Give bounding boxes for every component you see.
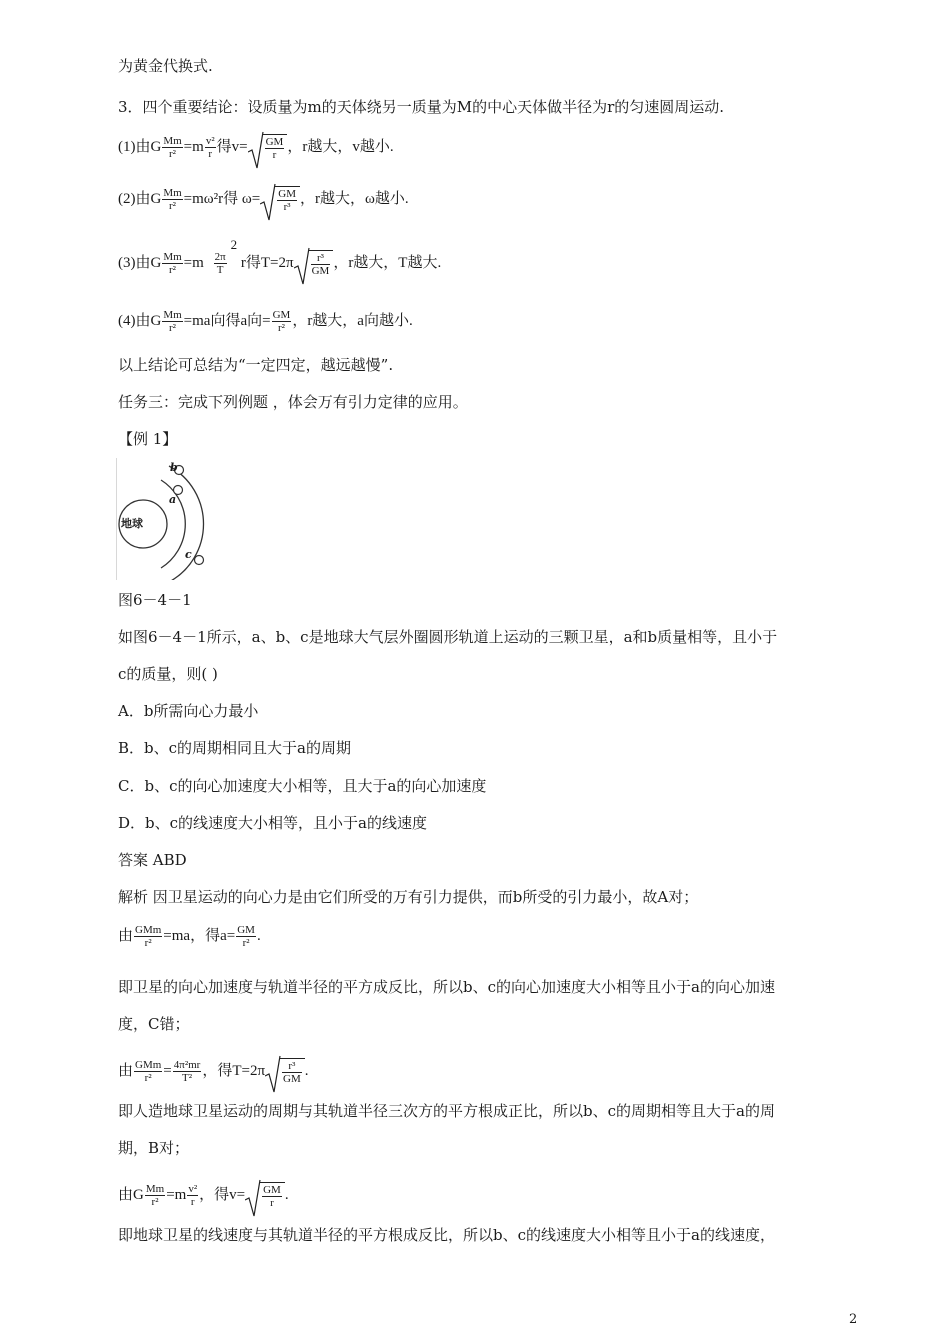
- orbit-figure: [116, 458, 227, 580]
- question-line: c的质量，则( ): [118, 665, 218, 683]
- text-line: 即卫星的向心加速度与轨道半径的平方成反比，所以b、c的向心加速度大小相等且小于a的向心加速: [118, 978, 775, 996]
- label-b: b: [170, 461, 178, 474]
- answer-line: 答案 ABD: [118, 851, 187, 869]
- example-heading: 【例 1】: [118, 430, 178, 448]
- figure-caption: 图6－4－1: [118, 591, 192, 609]
- text-line: 以上结论可总结为“一定四定，越远越慢”.: [118, 356, 394, 374]
- formula-line-1: (1)由G $\frac{Mm}{\text{r²}}$ =m $\frac{\text{v²}}{r}$ 得v= $\frac{GM}{r}$ ，r越大，v越小.: [118, 134, 394, 161]
- formula-line-4: (4)由G $\frac{Mm}{\text{r²}}$ =ma向得a向= $\frac{GM}{\text{r²}}$ ，r越大，a向越小.: [118, 309, 413, 334]
- text-line: 3．四个重要结论：设质量为m的天体绕另一质量为M的中心天体做半径为r的匀速圆周运动.: [118, 98, 725, 116]
- text-line: 即人造地球卫星运动的周期与其轨道半径三次方的平方根成正比，所以b、c的周期相等且大于a的周: [118, 1102, 775, 1120]
- label-a: a: [169, 493, 177, 506]
- text-line: 度，C错；: [118, 1015, 190, 1033]
- equation-3: 由G $\frac{Mm}{\text{r²}}$ =m $\frac{\text{v²}}{r}$ ，得v= $\frac{GM}{r}$ .: [118, 1182, 289, 1209]
- text-line: 即地球卫星的线速度与其轨道半径的平方根成反比，所以b、c的线速度大小相等且小于a的线速度，: [118, 1226, 775, 1244]
- equation-2: 由 $\frac{\text{GMm}}{\text{r²}}$ = $\frac{\text{4π²mr}}{\text{T²}}$ ，得T=2π $\frac{\text{r³}}{GM}$ .: [118, 1058, 309, 1085]
- option-a: A．b所需向心力最小: [118, 702, 259, 720]
- text-line: 期，B对；: [118, 1139, 190, 1157]
- page-number: 2: [849, 1312, 858, 1327]
- option-d: D．b、c的线速度大小相等，且小于a的线速度: [118, 814, 427, 832]
- earth-label: 地球: [121, 517, 143, 530]
- analysis-line: 解析 因卫星运动的向心力是由它们所受的万有引力提供，而b所受的引力最小，故A对；: [118, 888, 699, 906]
- text-line: 任务三：完成下列例题 ，体会万有引力定律的应用。: [118, 393, 468, 411]
- option-c: C．b、c的向心加速度大小相等，且大于a的向心加速度: [118, 777, 487, 795]
- text-line: 为黄金代换式.: [118, 57, 213, 75]
- formula-line-2: (2)由G $\frac{Mm}{\text{r²}}$ =mω²r得 ω= $\frac{GM}{\text{r³}}$ ，r越大，ω越小.: [118, 186, 409, 213]
- label-c: c: [185, 548, 192, 561]
- option-b: B．b、c的周期相同且大于a的周期: [118, 739, 351, 757]
- equation-1: 由 $\frac{\text{GMm}}{\text{r²}}$ =ma，得a= $\frac{GM}{\text{r²}}$ .: [118, 924, 261, 949]
- formula-line-3: (3)由G $\frac{Mm}{\text{r²}}$ =m $\frac{2\pi}{T}$ 2 r得T=2π $\frac{\text{r³}}{GM}$ ，r越大，T越大.: [118, 250, 441, 277]
- question-line: 如图6－4－1所示，a、b、c是地球大气层外圈圆形轨道上运动的三颗卫星，a和b质量相等，且小于: [118, 628, 778, 646]
